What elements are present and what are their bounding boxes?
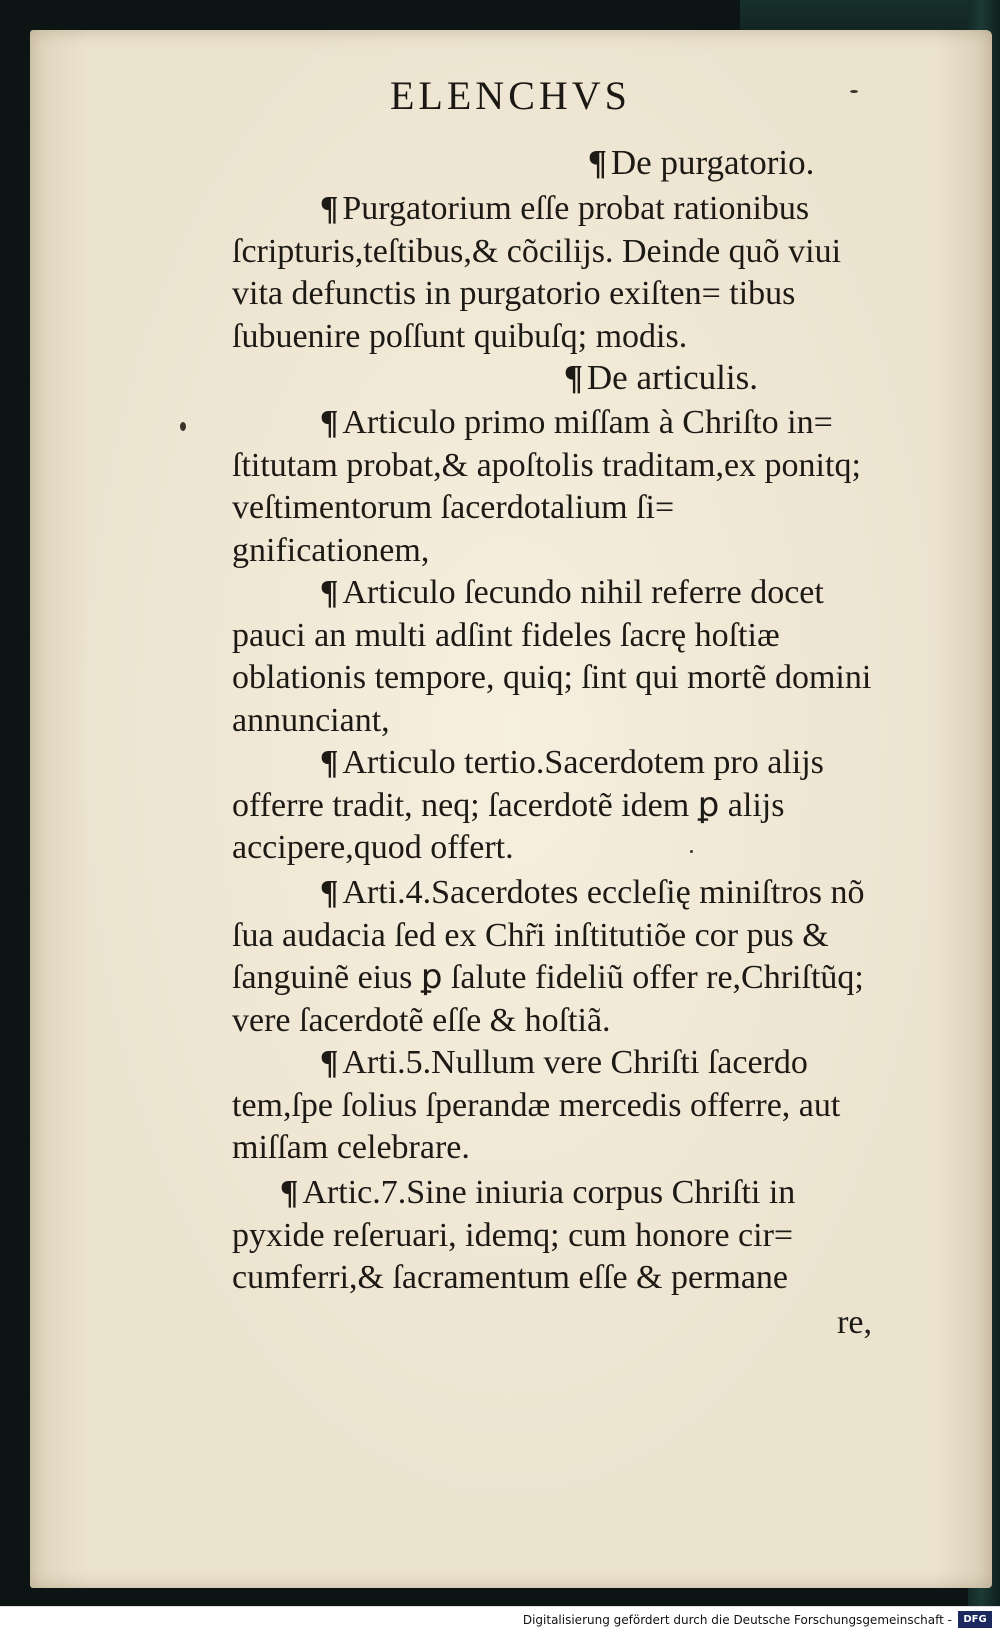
pilcrow-glyph: ¶ — [320, 874, 339, 911]
footer-credit: Digitalisierung gefördert durch die Deutsche Forschungsgemeinschaft - — [522, 1613, 952, 1627]
entry-text: Articulo ſecundo nihil referre docet pauci an multi adſint fideles ſacrę hoſtiæ oblationis tempore, quiq; ſint qui mortẽ domini annunciant, — [232, 574, 872, 739]
entry-artic-7 — [232, 1172, 872, 1300]
entry-de-purgatorio — [232, 142, 872, 185]
entry-articulo-tertio — [232, 742, 872, 870]
footer-bar — [0, 1606, 1000, 1634]
pilcrow-glyph: ¶ — [320, 574, 339, 611]
catchword — [232, 1302, 872, 1345]
entry-arti-5 — [232, 1042, 872, 1170]
entry-text: Arti.4.Sacerdotes eccleſię miniſtros nõ ſua audacia ſed ex Chr̃i inſtitutiõe cor pus & ſanguinẽ eius ꝑ ſalute fideliũ offer re,Chriſtũq; vere ſacerdotẽ eſſe & hoſtiã. — [232, 874, 865, 1039]
pilcrow-glyph: ¶ — [320, 744, 339, 781]
catchword-text: re, — [837, 1304, 872, 1341]
entry-text: Articulo primo miſſam à Chriſto in= ſtitutam probat,& apoſtolis traditam,ex ponitq; veſtimentorum ſacerdotalium ſi= gnificationem, — [232, 404, 861, 569]
pilcrow-glyph: ¶ — [588, 143, 607, 182]
pilcrow-glyph: ¶ — [564, 358, 583, 397]
running-head: ELENCHVS — [390, 73, 631, 118]
entry-text: Purgatorium eſſe probat rationibus ſcripturis,teſtibus,& cõcilijs. Deinde quõ viui vita defunctis in purgatorio exiſten= tibus ſubuenire poſſunt quibuſq; modis. — [232, 190, 842, 355]
ink-speck — [850, 90, 858, 93]
pilcrow-glyph: ¶ — [320, 1044, 339, 1081]
entry-arti-4 — [232, 872, 872, 1042]
ink-speck — [180, 422, 186, 431]
entry-purgatorium — [232, 188, 872, 358]
entry-text: De purgatorio. — [610, 143, 815, 182]
pilcrow-glyph: ¶ — [280, 1174, 299, 1211]
entry-articulo-primo — [232, 402, 872, 572]
entry-de-articulis — [232, 357, 872, 400]
entry-text: Artic.7.Sine iniuria corpus Chriſti in pyxide reſeruari, idemq; cum honore cir= cumferri,& ſacramentum eſſe & permane — [232, 1174, 796, 1296]
entry-text: Articulo tertio.Sacerdotem pro alijs offerre tradit, neq; ſacerdotẽ idem ꝑ alijs accipere,quod offert. — [232, 744, 824, 866]
pilcrow-glyph: ¶ — [320, 190, 339, 227]
dfg-logo: DFG — [958, 1611, 992, 1628]
entry-text: Arti.5.Nullum vere Chriſti ſacerdo tem,ſpe ſolius ſperandæ mercedis offerre, aut miſſam celebrare. — [232, 1044, 841, 1166]
pilcrow-glyph: ¶ — [320, 404, 339, 441]
entry-articulo-secundo — [232, 572, 872, 742]
entry-text: De articulis. — [586, 358, 758, 397]
